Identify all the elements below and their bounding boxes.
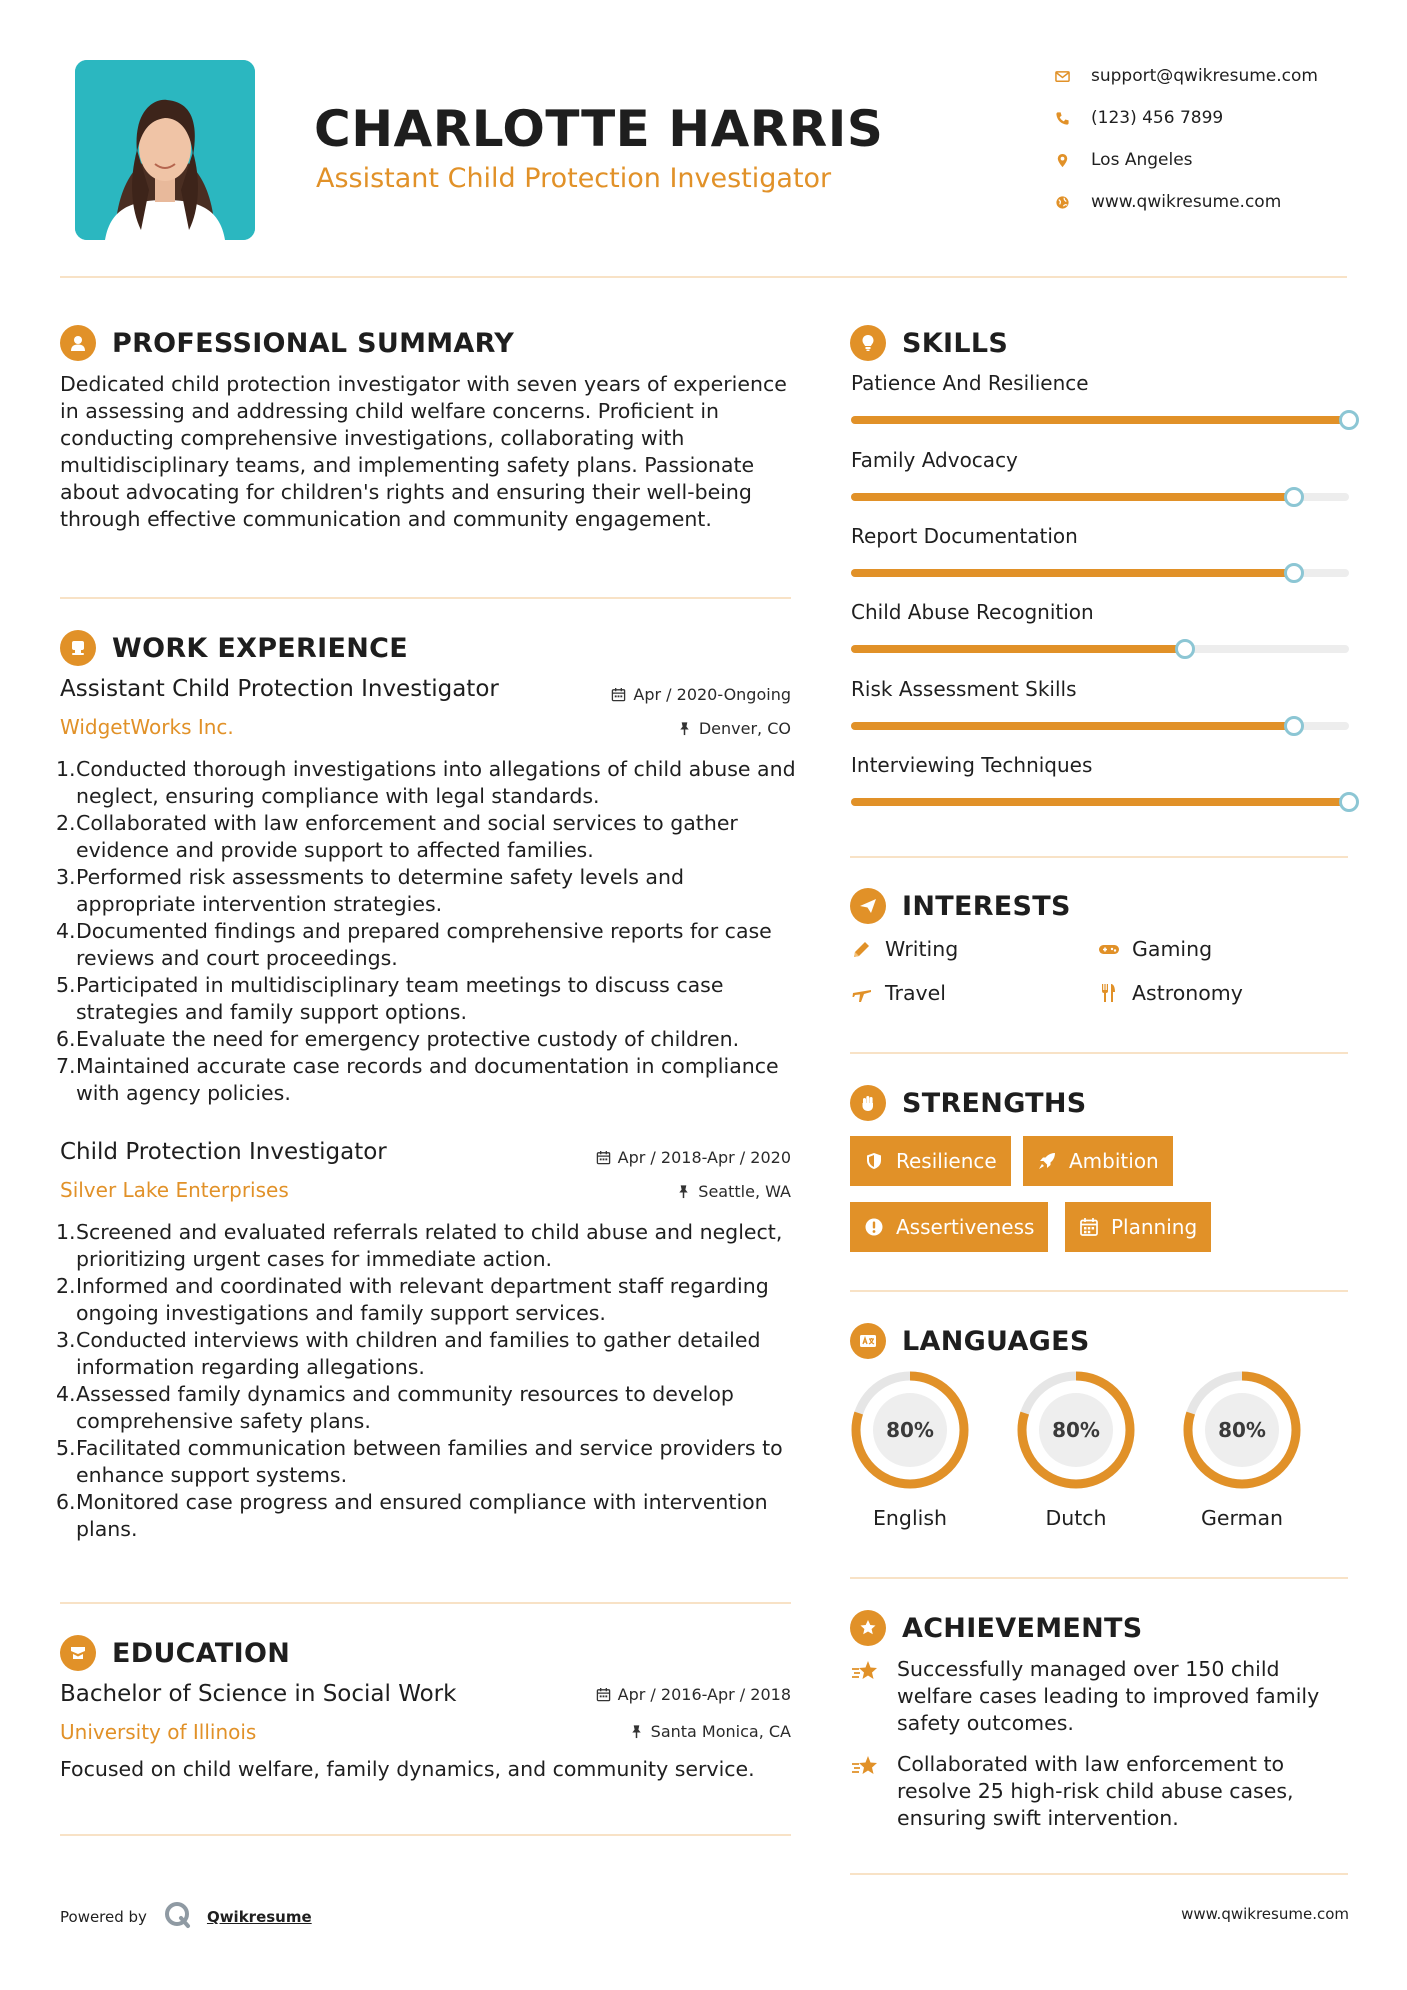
strengths-heading-text: STRENGTHS xyxy=(902,1087,1087,1119)
achievement-text: Successfully managed over 150 child welfare cases leading to improved family safety outcomes. xyxy=(897,1657,1320,1735)
language-percent: 80% xyxy=(886,1418,934,1442)
contact-location-text: Los Angeles xyxy=(1091,150,1193,170)
interest-label: Astronomy xyxy=(1132,981,1243,1005)
list-item-text: Monitored case progress and ensured compliance with intervention plans. xyxy=(76,1490,768,1541)
list-item: 4. Documented findings and prepared comprehensive reports for case reviews and court proceedings. xyxy=(56,919,772,970)
job-dates-text: Apr / 2020-Ongoing xyxy=(633,685,791,704)
list-item-text: Performed risk assessments to determine safety levels and appropriate intervention strategies. xyxy=(76,865,685,916)
list-item: 3. Conducted interviews with children and families to gather detailed information regarding allegations. xyxy=(56,1328,761,1379)
profile-photo xyxy=(75,60,255,240)
language-percent: 80% xyxy=(1218,1418,1266,1442)
language-name: Dutch xyxy=(1045,1506,1107,1530)
list-item-text: Maintained accurate case records and documentation in compliance with agency policies. xyxy=(76,1054,779,1105)
skill-bar-knob xyxy=(1339,792,1359,812)
strength-label: Assertiveness xyxy=(896,1215,1035,1239)
language-item xyxy=(1014,1368,1138,1530)
list-item-text: Collaborated with law enforcement and social services to gather evidence and provide support to affected families. xyxy=(76,811,738,862)
paper-plane-icon xyxy=(850,888,886,924)
skill-bar xyxy=(851,569,1349,577)
plane-icon xyxy=(851,982,873,1004)
list-item: 6. Monitored case progress and ensured compliance with intervention plans. xyxy=(56,1490,768,1541)
phone-icon xyxy=(1055,111,1091,126)
list-item: 7. Maintained accurate case records and documentation in compliance with agency policies. xyxy=(56,1054,779,1105)
skill-bar xyxy=(851,645,1349,653)
skill-bar-fill xyxy=(851,645,1185,653)
list-item: 6. Evaluate the need for emergency protective custody of children. xyxy=(56,1027,740,1051)
job-location xyxy=(500,719,791,738)
strength-label: Ambition xyxy=(1069,1149,1159,1173)
job-dates xyxy=(500,1148,791,1167)
list-item: 4. Assessed family dynamics and community resources to develop comprehensive safety plans. xyxy=(56,1382,734,1433)
skill-label: Interviewing Techniques xyxy=(851,753,1093,777)
calendar-icon xyxy=(1079,1217,1099,1237)
education-dates xyxy=(500,1685,791,1704)
skill-bar xyxy=(851,798,1349,806)
education-heading xyxy=(60,1635,290,1671)
list-item-text: Conducted interviews with children and families to gather detailed information regarding allegations. xyxy=(76,1328,761,1379)
calendar-icon xyxy=(611,687,626,702)
footer-url[interactable]: www.qwikresume.com xyxy=(1181,1905,1349,1923)
interests-divider xyxy=(850,1052,1348,1054)
skill-bar-fill xyxy=(851,569,1294,577)
job-company: WidgetWorks Inc. xyxy=(60,715,234,739)
contact-phone[interactable] xyxy=(1055,97,1395,139)
interest-item xyxy=(1098,981,1243,1005)
skill-bar xyxy=(851,722,1349,730)
gamepad-icon xyxy=(1098,938,1120,960)
shield-icon xyxy=(864,1151,884,1171)
language-item xyxy=(848,1368,972,1530)
skill-label: Risk Assessment Skills xyxy=(851,677,1077,701)
job-location-text: Seattle, WA xyxy=(698,1182,791,1201)
user-icon xyxy=(60,325,96,361)
list-item-text: Assessed family dynamics and community resources to develop comprehensive safety plans. xyxy=(76,1382,734,1433)
star-icon xyxy=(851,1751,897,1832)
envelope-icon xyxy=(1055,69,1091,84)
interest-label: Travel xyxy=(885,981,946,1005)
skill-bar-knob xyxy=(1284,716,1304,736)
list-item: 1. Screened and evaluated referrals related to child abuse and neglect, prioritizing urgent cases for immediate action. xyxy=(56,1220,783,1271)
contact-list xyxy=(1055,55,1395,223)
skill-bar-fill xyxy=(851,722,1294,730)
calendar-icon xyxy=(596,1687,611,1702)
skill-bar-knob xyxy=(1175,639,1195,659)
contact-email[interactable] xyxy=(1055,55,1395,97)
job-dates xyxy=(500,685,791,704)
list-item: 1. Conducted thorough investigations into allegations of child abuse and neglect, ensuring compliance with legal standards. xyxy=(56,757,796,808)
language-ring xyxy=(1180,1368,1304,1492)
list-item-text: Screened and evaluated referrals related to child abuse and neglect, prioritizing urgent cases for immediate action. xyxy=(76,1220,783,1271)
list-item: 2. Collaborated with law enforcement and social services to gather evidence and provide support to affected families. xyxy=(56,811,738,862)
skills-heading xyxy=(850,325,1008,361)
list-item-text: Informed and coordinated with relevant department staff regarding ongoing investigations and family support services. xyxy=(76,1274,769,1325)
education-dates-text: Apr / 2016-Apr / 2018 xyxy=(617,1685,791,1704)
job-bullets xyxy=(56,756,796,1107)
language-icon xyxy=(850,1323,886,1359)
contact-website-text: www.qwikresume.com xyxy=(1091,192,1282,212)
skill-label: Child Abuse Recognition xyxy=(851,600,1094,624)
pushpin-icon xyxy=(676,1184,691,1199)
achievement-item xyxy=(851,1751,1351,1832)
list-item: 5. Participated in multidisciplinary team meetings to discuss case strategies and family support options. xyxy=(56,973,724,1024)
candidate-name: CHARLOTTE HARRIS xyxy=(314,100,884,158)
summary-divider xyxy=(60,597,791,599)
rocket-icon xyxy=(1037,1151,1057,1171)
job-title: Child Protection Investigator xyxy=(60,1139,387,1165)
interest-item xyxy=(851,937,958,961)
skill-bar xyxy=(851,416,1349,424)
experience-heading-text: WORK EXPERIENCE xyxy=(112,632,408,664)
summary-text: Dedicated child protection investigator with seven years of experience in assessing and addressing child welfare concerns. Proficient in conducting comprehensive investigations, collaborating with multidisciplinary teams, and implementing safety plans. Passionate about advocating for children's rights and ensuring their well-being through effective communication and community engagement. xyxy=(60,372,787,531)
language-percent: 80% xyxy=(1052,1418,1100,1442)
strength-tag xyxy=(1023,1136,1173,1186)
interest-label: Writing xyxy=(885,937,959,961)
education-school: University of Illinois xyxy=(60,1720,257,1744)
strengths-heading xyxy=(850,1085,1087,1121)
list-item-text: Documented findings and prepared comprehensive reports for case reviews and court proceedings. xyxy=(76,919,772,970)
education-location xyxy=(500,1722,791,1741)
pencil-icon xyxy=(851,938,873,960)
star-badge-icon xyxy=(850,1610,886,1646)
job-title: Assistant Child Protection Investigator xyxy=(60,676,499,702)
strength-label: Planning xyxy=(1111,1215,1198,1239)
powered-by-label: Powered by xyxy=(60,1908,147,1926)
list-item: 5. Facilitated communication between families and service providers to enhance support systems. xyxy=(56,1436,783,1487)
interest-label: Gaming xyxy=(1132,937,1213,961)
language-item xyxy=(1180,1368,1304,1530)
contact-email-text: support@qwikresume.com xyxy=(1091,66,1318,86)
list-item-text: Participated in multidisciplinary team meetings to discuss case strategies and family support options. xyxy=(76,973,724,1024)
exclamation-circle-icon xyxy=(864,1217,884,1237)
qwikresume-logo-icon xyxy=(163,1900,193,1934)
utensils-icon xyxy=(1098,982,1120,1004)
portrait-illustration xyxy=(75,60,255,240)
contact-phone-text: (123) 456 7899 xyxy=(1091,108,1224,128)
education-heading-text: EDUCATION xyxy=(112,1637,291,1669)
summary-heading xyxy=(60,325,514,361)
list-item-text: Conducted thorough investigations into allegations of child abuse and neglect, ensuring compliance with legal standards. xyxy=(76,757,796,808)
education-divider xyxy=(60,1834,791,1836)
skill-bar-fill xyxy=(851,798,1349,806)
list-item: 2. Informed and coordinated with relevant department staff regarding ongoing investigations and family support services. xyxy=(56,1274,769,1325)
map-pin-icon xyxy=(1055,153,1091,168)
candidate-title: Assistant Child Protection Investigator xyxy=(316,163,832,194)
achievements-heading xyxy=(850,1610,1143,1646)
skill-bar-knob xyxy=(1284,487,1304,507)
achievements-divider xyxy=(850,1873,1348,1875)
education-degree: Bachelor of Science in Social Work xyxy=(60,1681,457,1707)
powered-by xyxy=(60,1900,312,1934)
interest-item xyxy=(1098,937,1212,961)
achievement-text: Collaborated with law enforcement to resolve 25 high-risk child abuse cases, ensuring swift intervention. xyxy=(897,1752,1294,1830)
summary-heading-text: PROFESSIONAL SUMMARY xyxy=(112,327,515,359)
strength-label: Resilience xyxy=(896,1149,997,1173)
briefcase-icon xyxy=(60,630,96,666)
strength-tag xyxy=(850,1202,1048,1252)
achievement-item xyxy=(851,1656,1351,1737)
achievements-heading-text: ACHIEVEMENTS xyxy=(902,1612,1143,1644)
skills-heading-text: SKILLS xyxy=(902,327,1009,359)
strengths-divider xyxy=(850,1290,1348,1292)
lightbulb-icon xyxy=(850,325,886,361)
experience-heading xyxy=(60,630,408,666)
education-description: Focused on child welfare, family dynamics, and community service. xyxy=(60,1757,755,1781)
language-name: English xyxy=(872,1506,948,1530)
skill-label: Family Advocacy xyxy=(851,448,1018,472)
list-item-text: Evaluate the need for emergency protective custody of children. xyxy=(76,1027,740,1051)
list-item-text: Facilitated communication between families and service providers to enhance support systems. xyxy=(76,1436,783,1487)
job-bullets xyxy=(56,1219,796,1543)
skill-bar xyxy=(851,493,1349,501)
qwikresume-link[interactable]: Qwikresume xyxy=(206,1908,312,1926)
header-divider xyxy=(60,276,1347,278)
job-company: Silver Lake Enterprises xyxy=(60,1178,289,1202)
skill-bar-knob xyxy=(1339,410,1359,430)
interests-heading-text: INTERESTS xyxy=(902,890,1071,922)
language-ring xyxy=(848,1368,972,1492)
strength-tag xyxy=(850,1136,1011,1186)
star-icon xyxy=(851,1656,897,1737)
pushpin-icon xyxy=(629,1724,644,1739)
job-location xyxy=(500,1182,791,1201)
skills-divider xyxy=(850,856,1348,858)
experience-divider xyxy=(60,1602,791,1604)
skill-bar-fill xyxy=(851,416,1349,424)
interest-item xyxy=(851,981,946,1005)
hand-fist-icon xyxy=(850,1085,886,1121)
language-name: German xyxy=(1200,1506,1284,1530)
job-dates-text: Apr / 2018-Apr / 2020 xyxy=(617,1148,791,1167)
language-ring xyxy=(1014,1368,1138,1492)
languages-heading xyxy=(850,1323,1090,1359)
contact-website[interactable] xyxy=(1055,181,1395,223)
languages-heading-text: LANGUAGES xyxy=(902,1325,1090,1357)
skill-bar-knob xyxy=(1284,563,1304,583)
strength-tag xyxy=(1065,1202,1211,1252)
skill-label: Report Documentation xyxy=(851,524,1078,548)
globe-icon xyxy=(1055,195,1091,210)
skill-label: Patience And Resilience xyxy=(851,371,1089,395)
calendar-icon xyxy=(596,1150,611,1165)
interests-heading xyxy=(850,888,1071,924)
languages-divider xyxy=(850,1577,1348,1579)
graduation-icon xyxy=(60,1635,96,1671)
list-item: 3. Performed risk assessments to determine safety levels and appropriate intervention strategies. xyxy=(56,865,685,916)
job-location-text: Denver, CO xyxy=(698,719,791,738)
education-location-text: Santa Monica, CA xyxy=(650,1722,791,1741)
skill-bar-fill xyxy=(851,493,1294,501)
pushpin-icon xyxy=(677,721,692,736)
contact-location xyxy=(1055,139,1395,181)
